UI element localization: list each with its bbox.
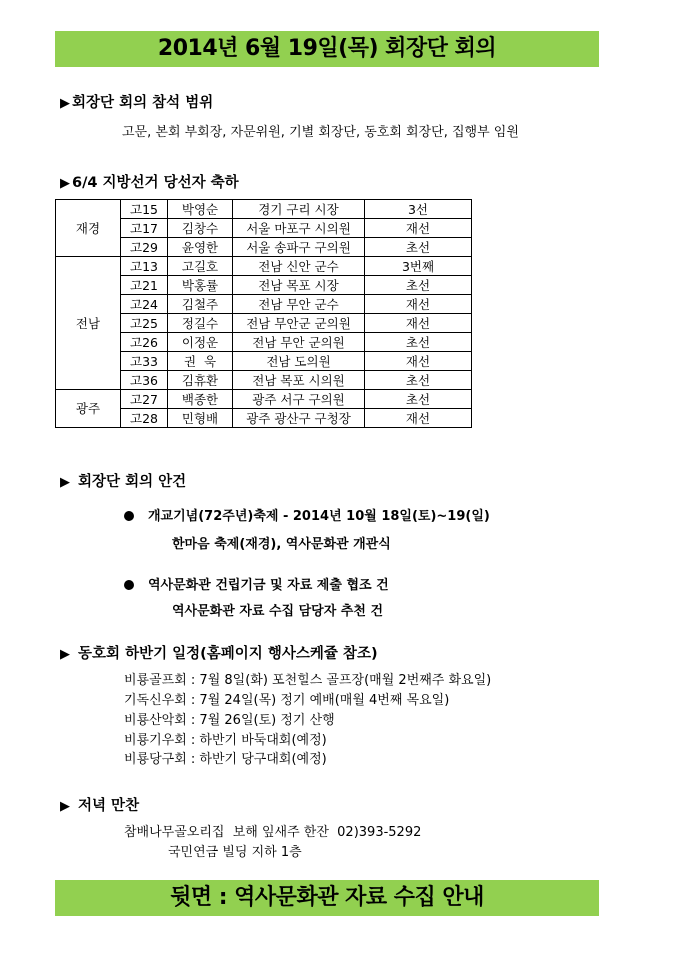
result-cell: 재선 — [365, 409, 472, 428]
class-cell: 고33 — [121, 352, 168, 371]
position-cell: 서울 송파구 구의원 — [233, 238, 365, 257]
name-cell: 김창수 — [168, 219, 233, 238]
circle-bullet-icon — [124, 511, 134, 521]
position-cell: 전남 신안 군수 — [233, 257, 365, 276]
name-cell: 백종한 — [168, 390, 233, 409]
triangle-bullet-icon: ▶ — [60, 799, 70, 814]
section-heading-dinner: ▶ 저녁 만찬 — [60, 796, 139, 817]
dinner-location: 국민연금 빌딩 지하 1층 — [168, 845, 302, 860]
result-cell: 3번째 — [365, 257, 472, 276]
region-cell: 재경 — [56, 200, 121, 257]
page-title: 2014년 6월 19일(목) 회장단 회의 — [157, 36, 497, 61]
section-heading-clubs: ▶ 동호회 하반기 일정(홈페이지 행사스케쥴 참조) — [60, 644, 378, 665]
election-winners-table — [55, 199, 472, 428]
class-cell: 고17 — [121, 219, 168, 238]
triangle-bullet-icon: ▶ — [60, 647, 70, 662]
class-cell: 고26 — [121, 333, 168, 352]
result-cell: 초선 — [365, 333, 472, 352]
result-cell: 재선 — [365, 219, 472, 238]
name-cell: 권 욱 — [168, 352, 233, 371]
result-cell: 초선 — [365, 276, 472, 295]
circle-bullet-icon — [124, 580, 134, 590]
table-row — [56, 390, 472, 409]
position-cell: 전남 목포 시의원 — [233, 371, 365, 390]
triangle-bullet-icon: ▶ — [60, 475, 70, 490]
club-schedule-item: 비룡기우회 : 하반기 바둑대회(예정) — [124, 733, 327, 748]
position-cell: 전남 무안군 군의원 — [233, 314, 365, 333]
triangle-bullet-icon: ▶ — [60, 96, 70, 111]
section-heading-attendance: ▶ 회장단 회의 참석 범위 — [60, 93, 213, 114]
club-schedule-item: 기독신우회 : 7월 24일(목) 정기 예배(매월 4번째 목요일) — [124, 693, 450, 708]
class-cell: 고25 — [121, 314, 168, 333]
class-cell: 고24 — [121, 295, 168, 314]
agenda-item: 역사문화관 건립기금 및 자료 제출 협조 건 — [124, 577, 389, 595]
position-cell: 경기 구리 시장 — [233, 200, 365, 219]
region-cell: 전남 — [56, 257, 121, 390]
class-cell: 고29 — [121, 238, 168, 257]
name-cell: 김철주 — [168, 295, 233, 314]
position-cell: 전남 목포 시장 — [233, 276, 365, 295]
position-cell: 전남 무안 군수 — [233, 295, 365, 314]
region-cell: 광주 — [56, 390, 121, 428]
class-cell: 고13 — [121, 257, 168, 276]
footer-banner — [55, 880, 599, 916]
result-cell: 재선 — [365, 295, 472, 314]
table-row — [56, 257, 472, 276]
name-cell: 민형배 — [168, 409, 233, 428]
name-cell: 이정운 — [168, 333, 233, 352]
result-cell: 3선 — [365, 200, 472, 219]
triangle-bullet-icon: ▶ — [60, 176, 70, 191]
name-cell: 고길호 — [168, 257, 233, 276]
agenda-item: 개교기념(72주년)축제 - 2014년 10월 18일(토)~19(일) — [124, 508, 490, 526]
class-cell: 고36 — [121, 371, 168, 390]
name-cell: 김휴환 — [168, 371, 233, 390]
class-cell: 고28 — [121, 409, 168, 428]
position-cell: 전남 도의원 — [233, 352, 365, 371]
agenda-item-detail: 역사문화관 자료 수집 담당자 추천 건 — [172, 604, 383, 619]
page-title-banner — [55, 31, 599, 67]
section-heading-election: ▶ 6/4 지방선거 당선자 축하 — [60, 173, 239, 194]
position-cell: 전남 무안 군의원 — [233, 333, 365, 352]
club-schedule-item: 비룡당구회 : 하반기 당구대회(예정) — [124, 752, 327, 767]
result-cell: 초선 — [365, 390, 472, 409]
result-cell: 재선 — [365, 314, 472, 333]
position-cell: 서울 마포구 시의원 — [233, 219, 365, 238]
class-cell: 고21 — [121, 276, 168, 295]
name-cell: 윤영한 — [168, 238, 233, 257]
attendance-body: 고문, 본회 부회장, 자문위원, 기별 회장단, 동호회 회장단, 집행부 임원 — [122, 125, 519, 140]
name-cell: 박영순 — [168, 200, 233, 219]
table-row — [56, 200, 472, 219]
result-cell: 초선 — [365, 238, 472, 257]
club-schedule-item: 비룡산악회 : 7월 26일(토) 정기 산행 — [124, 713, 335, 728]
dinner-venue: 참배나무골오리집 보해 잎새주 한잔 02)393-5292 — [124, 825, 422, 840]
class-cell: 고15 — [121, 200, 168, 219]
name-cell: 정길수 — [168, 314, 233, 333]
result-cell: 초선 — [365, 371, 472, 390]
footer-title: 뒷면 : 역사문화관 자료 수집 안내 — [170, 885, 484, 910]
result-cell: 재선 — [365, 352, 472, 371]
position-cell: 광주 서구 구의원 — [233, 390, 365, 409]
position-cell: 광주 광산구 구청장 — [233, 409, 365, 428]
name-cell: 박홍률 — [168, 276, 233, 295]
club-schedule-item: 비룡골프회 : 7월 8일(화) 포천힐스 골프장(매월 2번째주 화요일) — [124, 673, 492, 688]
agenda-item-detail: 한마음 축제(재경), 역사문화관 개관식 — [172, 537, 391, 552]
class-cell: 고27 — [121, 390, 168, 409]
section-heading-agenda: ▶ 회장단 회의 안건 — [60, 472, 186, 493]
